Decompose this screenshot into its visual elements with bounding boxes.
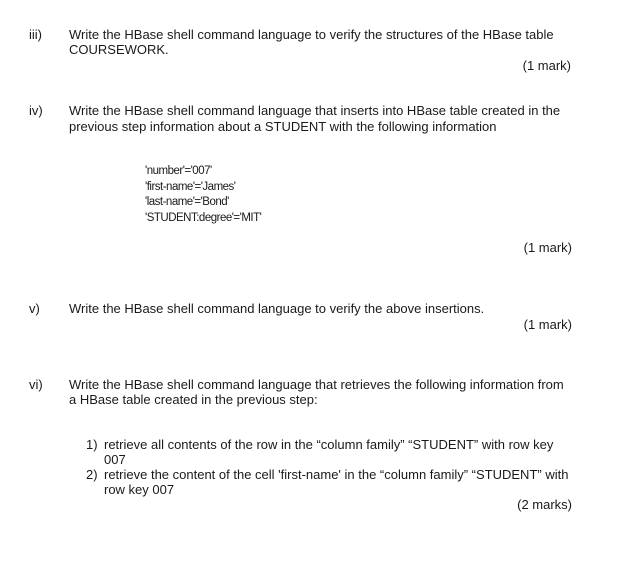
question-v-text-line-1: Write the HBase shell command language to verify the above insertions. <box>69 301 485 316</box>
question-iii-mark: (1 mark) <box>522 58 571 73</box>
question-v-mark: (1 mark) <box>523 317 572 332</box>
student-field-degree: 'STUDENT:degree'='MIT' <box>145 211 262 224</box>
question-number-iii: iii) <box>29 27 42 42</box>
list-item-2-line-2: row key 007 <box>104 482 175 497</box>
question-iv-text-line-1: Write the HBase shell command language that inserts into HBase table created in the <box>69 103 561 118</box>
list-item-label-1: 1) <box>86 437 98 452</box>
question-iii-text-line-1: Write the HBase shell command language to verify the structures of the HBase table <box>69 27 554 42</box>
question-vi-text-line-2: a HBase table created in the previous step: <box>69 392 318 407</box>
question-vi-text-line-1: Write the HBase shell command language that retrieves the following information from <box>69 377 564 392</box>
question-iv-text-line-2: previous step information about a STUDENT with the following information <box>69 119 497 134</box>
list-item-2-line-1: retrieve the content of the cell 'first-name' in the “column family” “STUDENT” with <box>104 467 569 482</box>
question-iv-mark: (1 mark) <box>523 240 572 255</box>
question-iii-text-line-2: COURSEWORK. <box>69 42 169 57</box>
student-field-last-name: 'last-name'='Bond' <box>145 196 229 208</box>
list-item-label-2: 2) <box>86 467 98 482</box>
student-field-first-name: 'first-name'='James' <box>145 180 236 193</box>
question-number-v: v) <box>29 301 40 316</box>
question-vi-mark: (2 marks) <box>517 497 572 512</box>
list-item-1-line-1: retrieve all contents of the row in the “column family” “STUDENT” with row key <box>104 437 554 452</box>
student-field-number: 'number'='007' <box>145 165 212 177</box>
question-number-vi: vi) <box>29 377 43 392</box>
question-number-iv: iv) <box>29 103 43 118</box>
list-item-1-line-2: 007 <box>104 452 126 467</box>
